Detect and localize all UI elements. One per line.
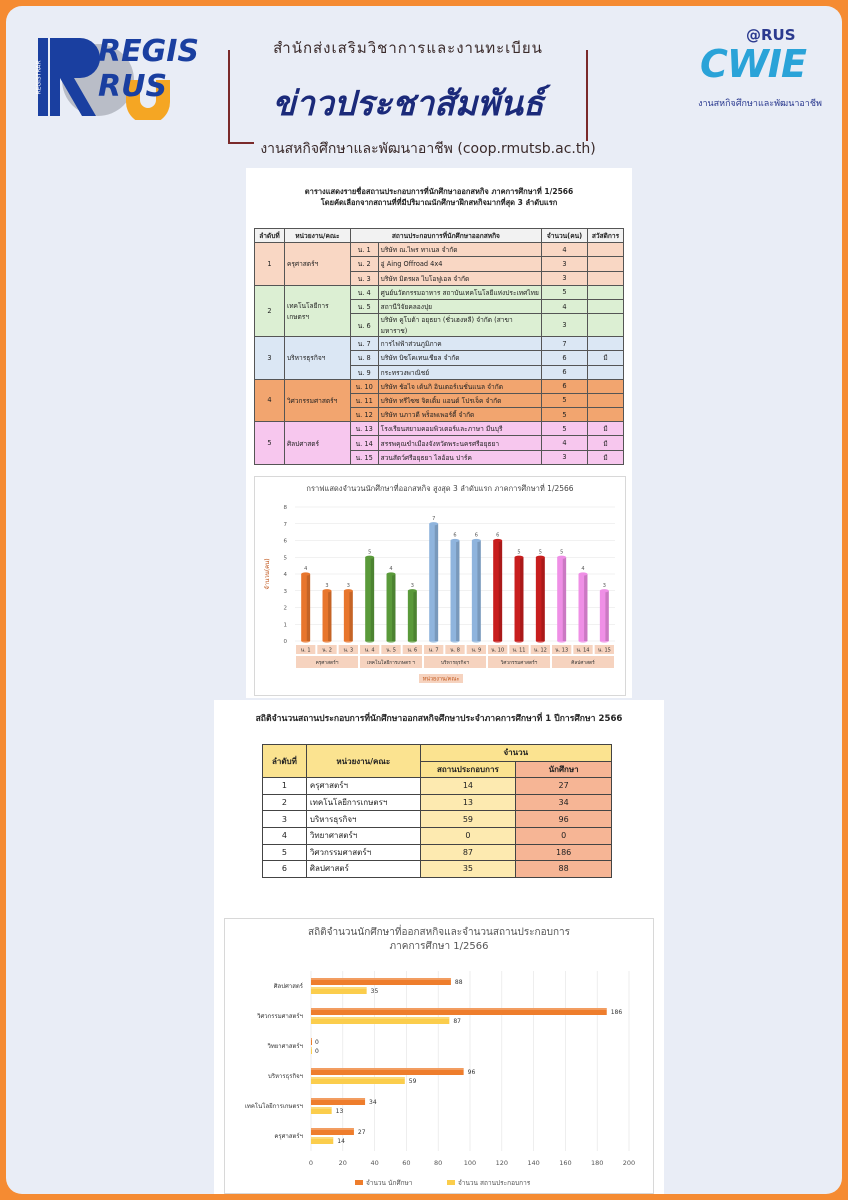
group-no: 1 bbox=[255, 243, 285, 286]
company-name: บริษัท มิตรผล ไบโอฟูเอล จำกัด bbox=[378, 271, 541, 285]
row-no: 4 bbox=[263, 827, 307, 844]
table-row bbox=[255, 337, 624, 351]
top-three-chart-svg bbox=[255, 477, 625, 695]
top-companies-table bbox=[254, 228, 624, 465]
bar-highlight bbox=[311, 978, 451, 980]
welfare: มี bbox=[587, 422, 623, 436]
bar-top bbox=[429, 522, 438, 525]
bar-shade bbox=[541, 557, 544, 641]
row-faculty: ศิลปศาสตร์ bbox=[306, 861, 420, 878]
bar-places-value: 87 bbox=[453, 1018, 461, 1025]
company-name: สวนสัตว์ศรีอยุธยา ไลอ้อน ปาร์ค bbox=[378, 450, 541, 464]
bar-places-value: 59 bbox=[408, 1078, 417, 1085]
company-code: น. 5 bbox=[350, 299, 378, 313]
chart2-title-line1: สถิติจำนวนนักศึกษาที่ออกสหกิจและจำนวนสถานประกอบการ bbox=[307, 927, 571, 938]
bar-shade bbox=[392, 574, 395, 641]
row-places: 14 bbox=[420, 778, 516, 795]
company-code: น. 9 bbox=[350, 365, 378, 379]
bar-shade bbox=[605, 591, 608, 641]
th2-students: นักศึกษา bbox=[516, 761, 612, 778]
x-tick-label: น. 15 bbox=[597, 647, 611, 654]
company-name: กระทรวงพาณิชย์ bbox=[378, 365, 541, 379]
bar-highlight bbox=[311, 1047, 312, 1049]
y-tick-label: 4 bbox=[283, 572, 287, 578]
group-faculty: วิศวกรรมศาสตร์ฯ bbox=[284, 379, 350, 422]
student-count: 7 bbox=[542, 337, 588, 351]
row-places: 35 bbox=[420, 861, 516, 878]
table-row bbox=[263, 827, 612, 844]
x-tick-label: น. 2 bbox=[322, 647, 332, 654]
logo-right-caption: งานสหกิจศึกษาและพัฒนาอาชีพ bbox=[698, 99, 822, 109]
th2-count: จำนวน bbox=[420, 745, 611, 762]
bar-shade bbox=[307, 574, 310, 641]
y-tick-label: 8 bbox=[283, 505, 287, 511]
x-axis-label: หน่วยงาน/คณะ bbox=[422, 676, 460, 683]
bar-shade bbox=[371, 557, 374, 641]
bar-students-value: 186 bbox=[610, 1009, 623, 1016]
bar-highlight bbox=[311, 1008, 607, 1010]
welfare: มี bbox=[587, 436, 623, 450]
student-count: 4 bbox=[542, 436, 588, 450]
th-company: สถานประกอบการที่นักศึกษาออกสหกิจ bbox=[350, 229, 541, 243]
bar-shade bbox=[520, 557, 523, 641]
company-code: น. 13 bbox=[350, 422, 378, 436]
row-faculty: เทคโนโลยีการเกษตรฯ bbox=[306, 794, 420, 811]
company-code: น. 11 bbox=[350, 393, 378, 407]
y-tick-label: 2 bbox=[283, 605, 287, 612]
statistics-chart bbox=[224, 918, 654, 1194]
student-count: 3 bbox=[542, 271, 588, 285]
row-students: 27 bbox=[516, 778, 612, 795]
bar-value-label: 5 bbox=[538, 549, 542, 556]
x-tick-label: น. 5 bbox=[386, 647, 396, 654]
bar-value-label: 6 bbox=[453, 532, 457, 539]
company-name: สถานีวิจัยคลองปุย bbox=[378, 299, 541, 313]
row-places: 59 bbox=[420, 811, 516, 828]
row-no: 1 bbox=[263, 778, 307, 795]
company-code: น. 4 bbox=[350, 285, 378, 299]
th2-faculty: หน่วยงาน/คณะ bbox=[306, 745, 420, 778]
welfare bbox=[587, 243, 623, 257]
company-name: การไฟฟ้าส่วนภูมิภาค bbox=[378, 337, 541, 351]
poster bbox=[6, 6, 842, 1194]
student-count: 6 bbox=[542, 379, 588, 393]
row-faculty: วิทยาศาสตร์ฯ bbox=[306, 827, 420, 844]
bar-top bbox=[301, 572, 310, 575]
company-code: น. 7 bbox=[350, 337, 378, 351]
th2-places: สถานประกอบการ bbox=[420, 761, 516, 778]
bar-places-value: 0 bbox=[315, 1048, 319, 1055]
x-tick-label: 180 bbox=[590, 1159, 604, 1167]
company-name: โรงเรียนสยามคอมพิวเตอร์และภาษา มีนบุรี bbox=[378, 422, 541, 436]
bar-shade bbox=[456, 541, 459, 642]
bar-top bbox=[600, 589, 609, 592]
logo-left-side-text: REGISTRAR bbox=[35, 60, 43, 95]
statistics-chart-svg bbox=[225, 919, 653, 1193]
th2-no: ลำดับที่ bbox=[263, 745, 307, 778]
company-code: น. 14 bbox=[350, 436, 378, 450]
group-no: 2 bbox=[255, 285, 285, 336]
table-header-row bbox=[255, 229, 624, 243]
x-tick-label: 140 bbox=[527, 1159, 540, 1167]
welfare bbox=[587, 365, 623, 379]
category-label: ศิลปศาสตร์ bbox=[273, 983, 303, 990]
bar-shade bbox=[435, 524, 438, 641]
bar-students-value: 0 bbox=[315, 1039, 319, 1046]
bar-top bbox=[472, 539, 481, 542]
group-faculty: บริหารธุรกิจฯ bbox=[284, 337, 350, 380]
chart2-title-line2: ภาคการศึกษา 1/2566 bbox=[389, 941, 489, 952]
category-label: วิศวกรรมศาสตร์ฯ bbox=[257, 1013, 303, 1020]
y-tick-label: 7 bbox=[283, 521, 287, 528]
company-name: ศูนย์นวัตกรรมอาหาร สถาบันเทคโนโลยีแห่งประเทศไทย bbox=[378, 285, 541, 299]
x-tick-label: 100 bbox=[463, 1159, 477, 1167]
group-faculty: ศิลปศาสตร์ bbox=[284, 422, 350, 465]
logo-right-top: @RUS bbox=[746, 26, 796, 44]
y-tick-label: 6 bbox=[283, 538, 287, 545]
th-welfare: สวัสดิการ bbox=[587, 229, 623, 243]
group-faculty: ครุศาสตร์ฯ bbox=[284, 243, 350, 286]
student-count: 5 bbox=[542, 285, 588, 299]
row-students: 96 bbox=[516, 811, 612, 828]
row-places: 0 bbox=[420, 827, 516, 844]
bar-value-label: 5 bbox=[560, 549, 564, 556]
company-name: บริษัท ทรีไซซ จิตเติ้ม แอนด์ โปรเจ็ค จำกัด bbox=[378, 393, 541, 407]
row-no: 3 bbox=[263, 811, 307, 828]
company-name: บริษัท ช้อไจ เด้นกิ อินเตอร์เนชั่นแนล จำกัด bbox=[378, 379, 541, 393]
statistics-table bbox=[262, 744, 612, 878]
category-label: เทคโนโลยีการเกษตรฯ bbox=[244, 1103, 303, 1110]
bar-highlight bbox=[311, 987, 367, 989]
chart1-title: กราฟแสดงจำนวนนักศึกษาที่ออกสหกิจ สูงสุด 3 ลำดับแรก ภาคการศึกษาที่ 1/2566 bbox=[306, 484, 574, 493]
bar-top bbox=[557, 556, 566, 559]
y-tick-label: 1 bbox=[283, 622, 287, 629]
bar-value-label: 4 bbox=[304, 566, 308, 572]
row-faculty: ครุศาสตร์ฯ bbox=[306, 778, 420, 795]
top-three-chart bbox=[254, 476, 626, 696]
table-row bbox=[255, 379, 624, 393]
company-name: บริษัท นภาวดี พร็อพเพอร์ตี้ จำกัด bbox=[378, 408, 541, 422]
company-name: อู่ Aing Offroad 4x4 bbox=[378, 257, 541, 271]
bar-highlight bbox=[311, 1107, 332, 1109]
student-count: 6 bbox=[542, 365, 588, 379]
row-faculty: บริหารธุรกิจฯ bbox=[306, 811, 420, 828]
bar-shade bbox=[499, 541, 502, 642]
table2-caption: สถิติจำนวนสถานประกอบการที่นักศึกษาออกสหกิจศึกษาประจำภาคการศึกษาที่ 1 ปีการศึกษา 2566 bbox=[255, 714, 623, 724]
row-students: 88 bbox=[516, 861, 612, 878]
student-count: 3 bbox=[542, 314, 588, 337]
bar-top bbox=[408, 589, 417, 592]
x-tick-label: น. 12 bbox=[533, 647, 547, 654]
row-places: 87 bbox=[420, 844, 516, 861]
company-name: บริษัท คูโบต้า อยุธยา (ชั่วเฮงหลี) จำกัด (สาขามหาราช) bbox=[378, 314, 541, 337]
company-code: น. 8 bbox=[350, 351, 378, 365]
bar-students-value: 96 bbox=[467, 1069, 476, 1076]
company-name: บริษัท บิซโคเทนเชียล จำกัด bbox=[378, 351, 541, 365]
logo-right-text: CWIE bbox=[700, 42, 806, 86]
student-count: 6 bbox=[542, 351, 588, 365]
bar-highlight bbox=[311, 1038, 312, 1040]
x-tick-label: 60 bbox=[402, 1159, 411, 1167]
legend-swatch-students bbox=[355, 1180, 363, 1185]
bar-top bbox=[387, 572, 396, 575]
bar-shade bbox=[584, 574, 587, 641]
th-faculty: หน่วยงาน/คณะ bbox=[284, 229, 350, 243]
x-tick-label: น. 3 bbox=[343, 647, 354, 654]
x-tick-label: น. 13 bbox=[555, 647, 569, 654]
bar-highlight bbox=[311, 1017, 449, 1019]
bar-value-label: 3 bbox=[325, 582, 329, 589]
group-label: บริหารธุรกิจฯ bbox=[441, 661, 469, 666]
student-count: 4 bbox=[542, 299, 588, 313]
bar-highlight bbox=[311, 1098, 365, 1100]
table1-caption: ตารางแสดงรายชื่อสถานประกอบการที่นักศึกษาออกสหกิจ ภาคการศึกษาที่ 1/2566 โดยคัดเลือกจากสถานที่ที่มีปริมาณนักศึกษาฝึกสหกิจมากที่สุด 3 ลำดับแรก bbox=[304, 187, 574, 207]
x-tick-label: 40 bbox=[370, 1159, 379, 1167]
company-code: น. 12 bbox=[350, 408, 378, 422]
bar-highlight bbox=[311, 1068, 464, 1070]
category-label: วิทยาศาสตร์ฯ bbox=[267, 1043, 303, 1050]
student-count: 4 bbox=[542, 243, 588, 257]
company-code: น. 6 bbox=[350, 314, 378, 337]
x-tick-label: 200 bbox=[622, 1159, 636, 1167]
table-row bbox=[255, 243, 624, 257]
bar-highlight bbox=[311, 1077, 405, 1079]
x-tick-label: 0 bbox=[308, 1159, 314, 1167]
row-students: 34 bbox=[516, 794, 612, 811]
table-row bbox=[263, 811, 612, 828]
student-count: 3 bbox=[542, 257, 588, 271]
welfare bbox=[587, 337, 623, 351]
bar-top bbox=[536, 556, 545, 559]
student-count: 3 bbox=[542, 450, 588, 464]
y-tick-label: 0 bbox=[283, 639, 287, 645]
bar-students-value: 27 bbox=[357, 1129, 366, 1136]
bar-students-value: 34 bbox=[369, 1099, 377, 1106]
statistics-sheet bbox=[214, 700, 664, 1194]
x-tick-label: 160 bbox=[559, 1159, 572, 1167]
x-tick-label: น. 8 bbox=[450, 647, 460, 654]
student-count: 5 bbox=[542, 422, 588, 436]
bar-top bbox=[365, 556, 374, 559]
bar-top bbox=[579, 572, 588, 575]
th-no: ลำดับที่ bbox=[255, 229, 285, 243]
group-label: ศิลปศาสตร์ bbox=[571, 661, 595, 666]
company-name: บริษัท ณ.ไพร ทาเนล จำกัด bbox=[378, 243, 541, 257]
bar-shade bbox=[477, 541, 480, 642]
x-tick-label: น. 6 bbox=[407, 647, 418, 654]
company-code: น. 3 bbox=[350, 271, 378, 285]
th-count: จำนวน(คน) bbox=[542, 229, 588, 243]
bar-value-label: 3 bbox=[602, 582, 606, 589]
page-subtitle: งานสหกิจศึกษาและพัฒนาอาชีพ (coop.rmutsb.ac.th) bbox=[228, 138, 628, 160]
table-row bbox=[263, 861, 612, 878]
x-tick-label: น. 14 bbox=[576, 647, 590, 654]
regis-rus-logo bbox=[35, 30, 199, 120]
welfare bbox=[587, 285, 623, 299]
bar-highlight bbox=[311, 1137, 333, 1139]
bar-top bbox=[493, 539, 502, 542]
group-no: 5 bbox=[255, 422, 285, 465]
table-row bbox=[263, 778, 612, 795]
welfare bbox=[587, 314, 623, 337]
bar-value-label: 5 bbox=[368, 549, 372, 556]
row-no: 6 bbox=[263, 861, 307, 878]
company-code: น. 2 bbox=[350, 257, 378, 271]
legend-students: จำนวน นักศึกษา bbox=[366, 1179, 413, 1187]
company-code: น. 15 bbox=[350, 450, 378, 464]
table-row bbox=[263, 794, 612, 811]
x-tick-label: น. 7 bbox=[428, 647, 439, 654]
row-students: 0 bbox=[516, 827, 612, 844]
legend-swatch-places bbox=[447, 1180, 455, 1185]
bar-value-label: 3 bbox=[346, 582, 350, 589]
company-code: น. 1 bbox=[350, 243, 378, 257]
group-label: เทคโนโลยีการเกษตร ฯ bbox=[367, 661, 415, 666]
bar-places-value: 13 bbox=[335, 1108, 344, 1115]
bar-top bbox=[323, 589, 332, 592]
student-count: 5 bbox=[542, 408, 588, 422]
x-tick-label: น. 9 bbox=[471, 647, 482, 654]
x-tick-label: 20 bbox=[338, 1159, 347, 1167]
group-faculty: เทคโนโลยีการเกษตรฯ bbox=[284, 285, 350, 336]
logo-left-text: REGIS RUS bbox=[98, 34, 199, 104]
company-name: สรรพคุณขำเมืองจังหวัดพระนครศรีอยุธยา bbox=[378, 436, 541, 450]
bar-top bbox=[344, 589, 353, 592]
bar-value-label: 6 bbox=[474, 532, 478, 539]
group-no: 4 bbox=[255, 379, 285, 422]
bar-value-label: 4 bbox=[581, 566, 585, 572]
table-row bbox=[255, 422, 624, 436]
bar-shade bbox=[349, 591, 352, 641]
bar-shade bbox=[413, 591, 416, 641]
x-tick-label: 120 bbox=[495, 1159, 509, 1167]
welfare: มี bbox=[587, 351, 623, 365]
welfare bbox=[587, 271, 623, 285]
group-label: ครุศาสตร์ฯ bbox=[315, 661, 339, 666]
table-row bbox=[255, 285, 624, 299]
x-tick-label: น. 11 bbox=[512, 647, 526, 654]
row-no: 2 bbox=[263, 794, 307, 811]
bar-value-label: 3 bbox=[410, 582, 414, 589]
welfare bbox=[587, 408, 623, 422]
welfare bbox=[587, 257, 623, 271]
group-no: 3 bbox=[255, 337, 285, 380]
table-row bbox=[263, 844, 612, 861]
x-tick-label: น. 1 bbox=[300, 647, 311, 654]
row-students: 186 bbox=[516, 844, 612, 861]
welfare bbox=[587, 379, 623, 393]
x-tick-label: น. 10 bbox=[491, 647, 505, 654]
y-tick-label: 3 bbox=[283, 588, 287, 595]
row-no: 5 bbox=[263, 844, 307, 861]
bar-students-value: 88 bbox=[454, 979, 463, 986]
student-count: 5 bbox=[542, 393, 588, 407]
legend-places: จำนวน สถานประกอบการ bbox=[458, 1179, 531, 1187]
bar-value-label: 4 bbox=[389, 566, 393, 572]
office-name: สำนักส่งเสริมวิชาการและงานทะเบียน bbox=[228, 36, 588, 60]
y-axis-label: จำนวน(คน) bbox=[264, 558, 271, 590]
page-title: ข่าวประชาสัมพันธ์ bbox=[272, 84, 544, 124]
welfare bbox=[587, 393, 623, 407]
category-label: บริหารธุรกิจฯ bbox=[268, 1073, 303, 1080]
top-three-sheet bbox=[246, 168, 632, 698]
bar-places-value: 14 bbox=[337, 1138, 345, 1145]
row-faculty: วิศวกรรมศาสตร์ฯ bbox=[306, 844, 420, 861]
company-code: น. 10 bbox=[350, 379, 378, 393]
bar-places-value: 35 bbox=[370, 988, 379, 995]
bar-highlight bbox=[311, 1128, 354, 1130]
group-label: วิศวกรรมศาสตร์ฯ bbox=[500, 661, 538, 666]
row-places: 13 bbox=[420, 794, 516, 811]
x-tick-label: 80 bbox=[434, 1159, 443, 1167]
y-tick-label: 5 bbox=[283, 555, 287, 562]
bar-top bbox=[451, 539, 460, 542]
cwie-logo bbox=[696, 24, 826, 124]
bar-top bbox=[515, 556, 524, 559]
category-label: ครุศาสตร์ฯ bbox=[274, 1133, 303, 1140]
bar-value-label: 5 bbox=[517, 549, 521, 556]
bar-value-label: 7 bbox=[432, 515, 436, 522]
welfare: มี bbox=[587, 450, 623, 464]
welfare bbox=[587, 299, 623, 313]
x-tick-label: น. 4 bbox=[364, 647, 375, 654]
bar-shade bbox=[563, 557, 566, 641]
bar-value-label: 6 bbox=[496, 532, 500, 539]
bar-shade bbox=[328, 591, 331, 641]
